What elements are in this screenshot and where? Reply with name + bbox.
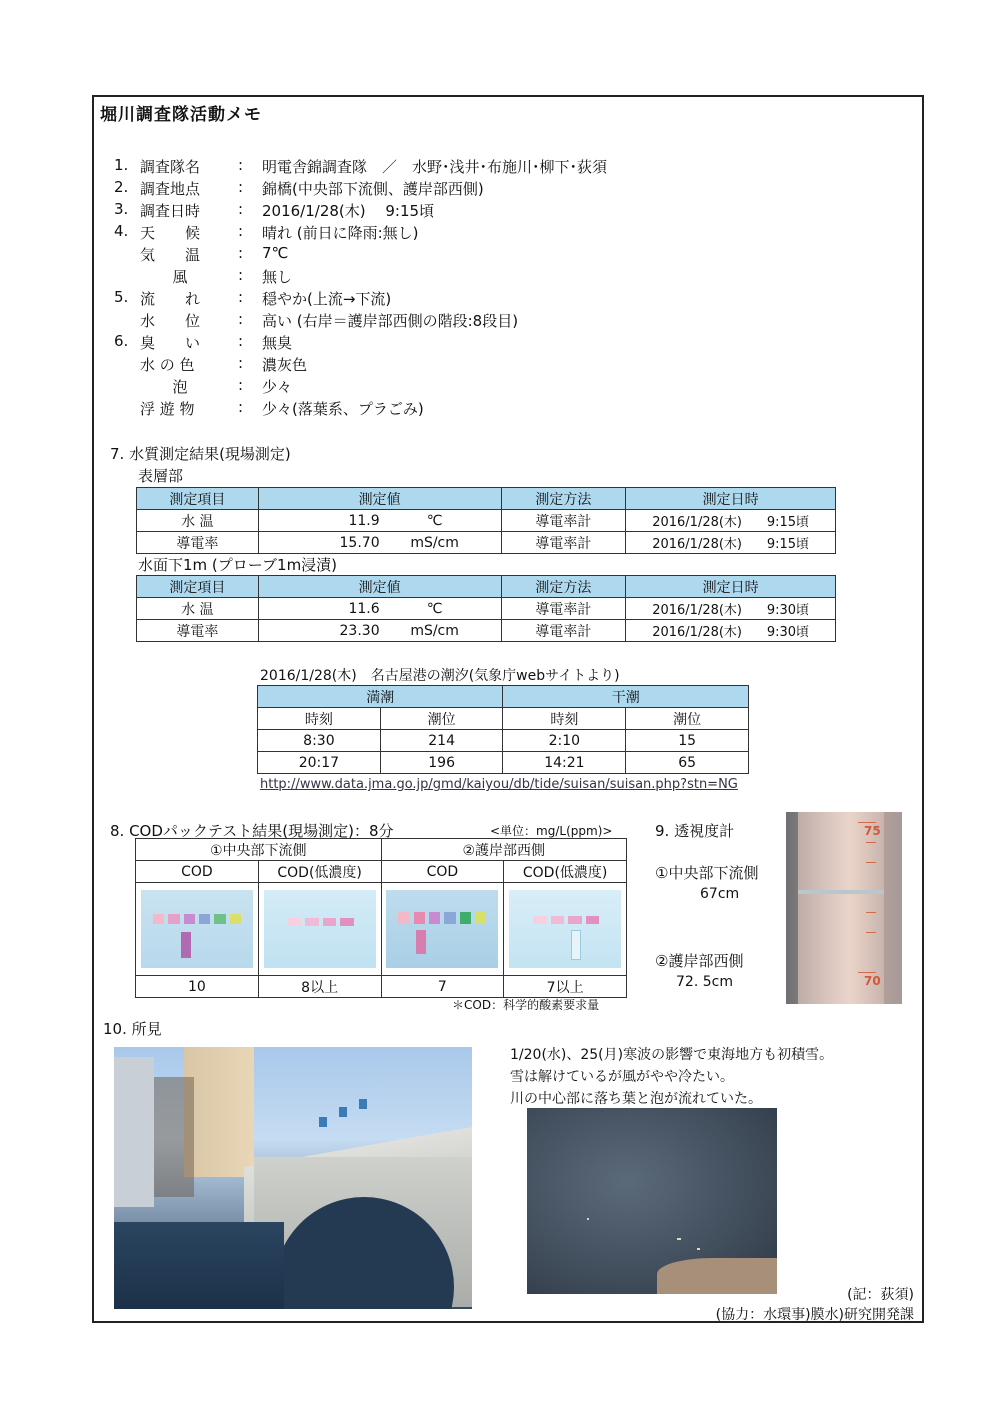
cod-note: ＊COD：科学的酸素要求量 <box>452 998 600 1012</box>
cell-date <box>626 598 836 620</box>
time-text: 9:15頃 <box>766 537 810 552</box>
cell-method: 導電率計 <box>501 510 626 532</box>
item-number: 5. <box>114 288 129 306</box>
page-title: 堀川調査隊活動メモ <box>100 105 262 125</box>
unit-text: ℃ <box>426 512 443 529</box>
item-colon: : <box>238 376 244 394</box>
tide-low-header: 干潮 <box>503 686 749 708</box>
col-cod-low: COD(低濃度) <box>258 861 381 883</box>
unit-text: mS/cm <box>410 534 459 551</box>
cell: 2:10 <box>503 730 626 752</box>
item-number: 3. <box>114 200 129 218</box>
item-value: 少々 <box>262 378 293 396</box>
item-label: 風 <box>172 268 188 286</box>
scale-label-top: 75 <box>864 824 881 838</box>
tide-source-link[interactable]: http://www.data.jma.go.jp/gmd/kaiyou/db/tide/suisan/suisan.php?stn=NG <box>260 777 738 792</box>
table-row <box>136 976 627 998</box>
value-text: 11.9 <box>348 512 380 529</box>
item-colon: : <box>238 200 244 218</box>
header-date: 測定日時 <box>626 488 836 510</box>
cod-table <box>135 838 627 998</box>
cell: 196 <box>380 752 503 774</box>
date-text: 2016/1/28(木) <box>652 625 743 640</box>
cell-value <box>258 510 501 532</box>
cell: 8:30 <box>258 730 381 752</box>
header-value: 測定値 <box>258 488 501 510</box>
cell: 7 <box>381 976 504 998</box>
item-value: 無臭 <box>262 334 293 352</box>
col-level: 潮位 <box>626 708 749 730</box>
item-value: 少々(落葉系、プラごみ) <box>262 400 424 418</box>
table-row <box>258 730 749 752</box>
cod-packtest-photo-2 <box>386 890 498 968</box>
cod-low-packtest-photo-2 <box>509 890 621 968</box>
time-text: 9:30頃 <box>766 603 810 618</box>
item-value: 無し <box>262 268 293 286</box>
item-number: 6. <box>114 332 129 350</box>
site2-label: ②護岸部西側 <box>655 952 744 970</box>
cod-photo-cell <box>381 883 504 976</box>
table-row <box>137 510 836 532</box>
deep-table <box>136 575 836 642</box>
tide-table <box>257 685 749 774</box>
section10-heading: 10. 所見 <box>103 1020 162 1038</box>
cell-item: 水 温 <box>137 510 259 532</box>
item-value: 穏やか(上流→下流) <box>262 290 392 308</box>
tide-caption: 2016/1/28(木) 名古屋港の潮汐(気象庁webサイトより) <box>260 668 620 684</box>
tide-high-header: 満潮 <box>258 686 503 708</box>
item-label: 調査日時 <box>140 202 201 220</box>
deep-label: 水面下1m (プローブ1m浸漬) <box>138 556 338 574</box>
unit-text: ℃ <box>426 600 443 617</box>
river-surface-photo <box>527 1108 777 1294</box>
item-label: 臭 い <box>140 334 201 352</box>
site1-value: 67cm <box>700 886 740 902</box>
cell-item: 導電率 <box>137 620 259 642</box>
item-colon: : <box>238 178 244 196</box>
col-time: 時刻 <box>258 708 381 730</box>
col-cod-low: COD(低濃度) <box>504 861 627 883</box>
item-colon: : <box>238 222 244 240</box>
item-label: 天 候 <box>140 224 201 242</box>
scale-label-bottom: 70 <box>864 974 881 988</box>
record-author: (記：荻須) <box>847 1287 914 1303</box>
cell-value <box>258 598 501 620</box>
item-number: 1. <box>114 156 129 174</box>
table-row <box>137 532 836 554</box>
cell-date <box>626 510 836 532</box>
cell-item: 水 温 <box>137 598 259 620</box>
cod-group1: ①中央部下流側 <box>136 839 382 861</box>
time-text: 9:15頃 <box>766 515 810 530</box>
col-level: 潮位 <box>380 708 503 730</box>
item-colon: : <box>238 244 244 262</box>
section8-unit: <単位：mg/L(ppm)> <box>490 824 613 838</box>
item-value: 明電舎錦調査隊 ／ 水野･浅井･布施川･柳下･荻須 <box>262 158 608 176</box>
item-colon: : <box>238 332 244 350</box>
item-number: 4. <box>114 222 129 240</box>
item-colon: : <box>238 156 244 174</box>
item-label: 水 位 <box>140 312 201 330</box>
item-value: 2016/1/28(木) 9:15頃 <box>262 202 435 220</box>
date-text: 2016/1/28(木) <box>652 515 743 530</box>
table-row <box>137 620 836 642</box>
section9-heading: 9. 透視度計 <box>655 822 735 840</box>
cod-photo-cell <box>136 883 259 976</box>
cod-low-packtest-photo <box>264 890 376 968</box>
site2-value: 72. 5cm <box>676 974 733 990</box>
cell: 14:21 <box>503 752 626 774</box>
cell-value <box>258 620 501 642</box>
value-text: 23.30 <box>339 622 380 639</box>
cell-item: 導電率 <box>137 532 259 554</box>
cell-date <box>626 620 836 642</box>
section8-heading: 8. CODパックテスト結果(現場測定)：8分 <box>110 822 394 840</box>
date-text: 2016/1/28(木) <box>652 537 743 552</box>
cell-value <box>258 532 501 554</box>
cod-photo-cell <box>504 883 627 976</box>
cell: 8以上 <box>258 976 381 998</box>
section7-heading: 7. 水質測定結果(現場測定) <box>110 445 291 463</box>
value-text: 15.70 <box>339 534 380 551</box>
item-colon: : <box>238 288 244 306</box>
observation-text <box>510 1044 833 1110</box>
item-label: 調査地点 <box>140 180 201 198</box>
cell: 214 <box>380 730 503 752</box>
item-colon: : <box>238 354 244 372</box>
item-value: 晴れ (前日に降雨:無し) <box>262 224 419 242</box>
cod-packtest-photo <box>141 890 253 968</box>
item-label: 気 温 <box>140 246 201 264</box>
cell-method: 導電率計 <box>501 598 626 620</box>
item-label: 流 れ <box>140 290 201 308</box>
cell-date <box>626 532 836 554</box>
col-cod: COD <box>381 861 504 883</box>
col-time: 時刻 <box>503 708 626 730</box>
unit-text: mS/cm <box>410 622 459 639</box>
cell: 65 <box>626 752 749 774</box>
table-row <box>137 598 836 620</box>
header-date: 測定日時 <box>626 576 836 598</box>
date-text: 2016/1/28(木) <box>652 603 743 618</box>
item-value: 高い (右岸＝護岸部西側の階段:8段目) <box>262 312 519 330</box>
bridge-photo <box>114 1047 472 1309</box>
observation-line: 雪は解けているが風がやや冷たい。 <box>510 1069 734 1085</box>
item-label: 浮 遊 物 <box>140 400 195 418</box>
item-label: 水 の 色 <box>140 356 195 374</box>
surface-label: 表層部 <box>138 467 184 485</box>
header-method: 測定方法 <box>501 488 626 510</box>
header-item: 測定項目 <box>137 576 259 598</box>
cell: 20:17 <box>258 752 381 774</box>
item-number: 2. <box>114 178 129 196</box>
cooperation-credit: (協力：水環事)膜水)研究開発課 <box>715 1307 914 1323</box>
surface-table <box>136 487 836 554</box>
cod-photo-cell <box>258 883 381 976</box>
value-text: 11.6 <box>348 600 380 617</box>
observation-line: 川の中心部に落ち葉と泡が流れていた。 <box>510 1091 762 1107</box>
header-value: 測定値 <box>258 576 501 598</box>
cod-group2: ②護岸部西側 <box>381 839 627 861</box>
item-value: 錦橋(中央部下流側、護岸部西側) <box>262 180 484 198</box>
cell-method: 導電率計 <box>501 532 626 554</box>
item-label: 泡 <box>172 378 188 396</box>
item-label: 調査隊名 <box>140 158 201 176</box>
header-item: 測定項目 <box>137 488 259 510</box>
cell-method: 導電率計 <box>501 620 626 642</box>
item-colon: : <box>238 266 244 284</box>
item-value: 7℃ <box>262 244 289 262</box>
cell: 10 <box>136 976 259 998</box>
transparency-meter-photo <box>786 812 902 1004</box>
cell: 7以上 <box>504 976 627 998</box>
time-text: 9:30頃 <box>766 625 810 640</box>
col-cod: COD <box>136 861 259 883</box>
site1-label: ①中央部下流側 <box>655 864 759 882</box>
item-colon: : <box>238 398 244 416</box>
cell: 15 <box>626 730 749 752</box>
observation-line: 1/20(水)、25(月)寒波の影響で東海地方も初積雪。 <box>510 1047 834 1063</box>
table-row <box>258 752 749 774</box>
item-colon: : <box>238 310 244 328</box>
header-method: 測定方法 <box>501 576 626 598</box>
item-value: 濃灰色 <box>262 356 308 374</box>
